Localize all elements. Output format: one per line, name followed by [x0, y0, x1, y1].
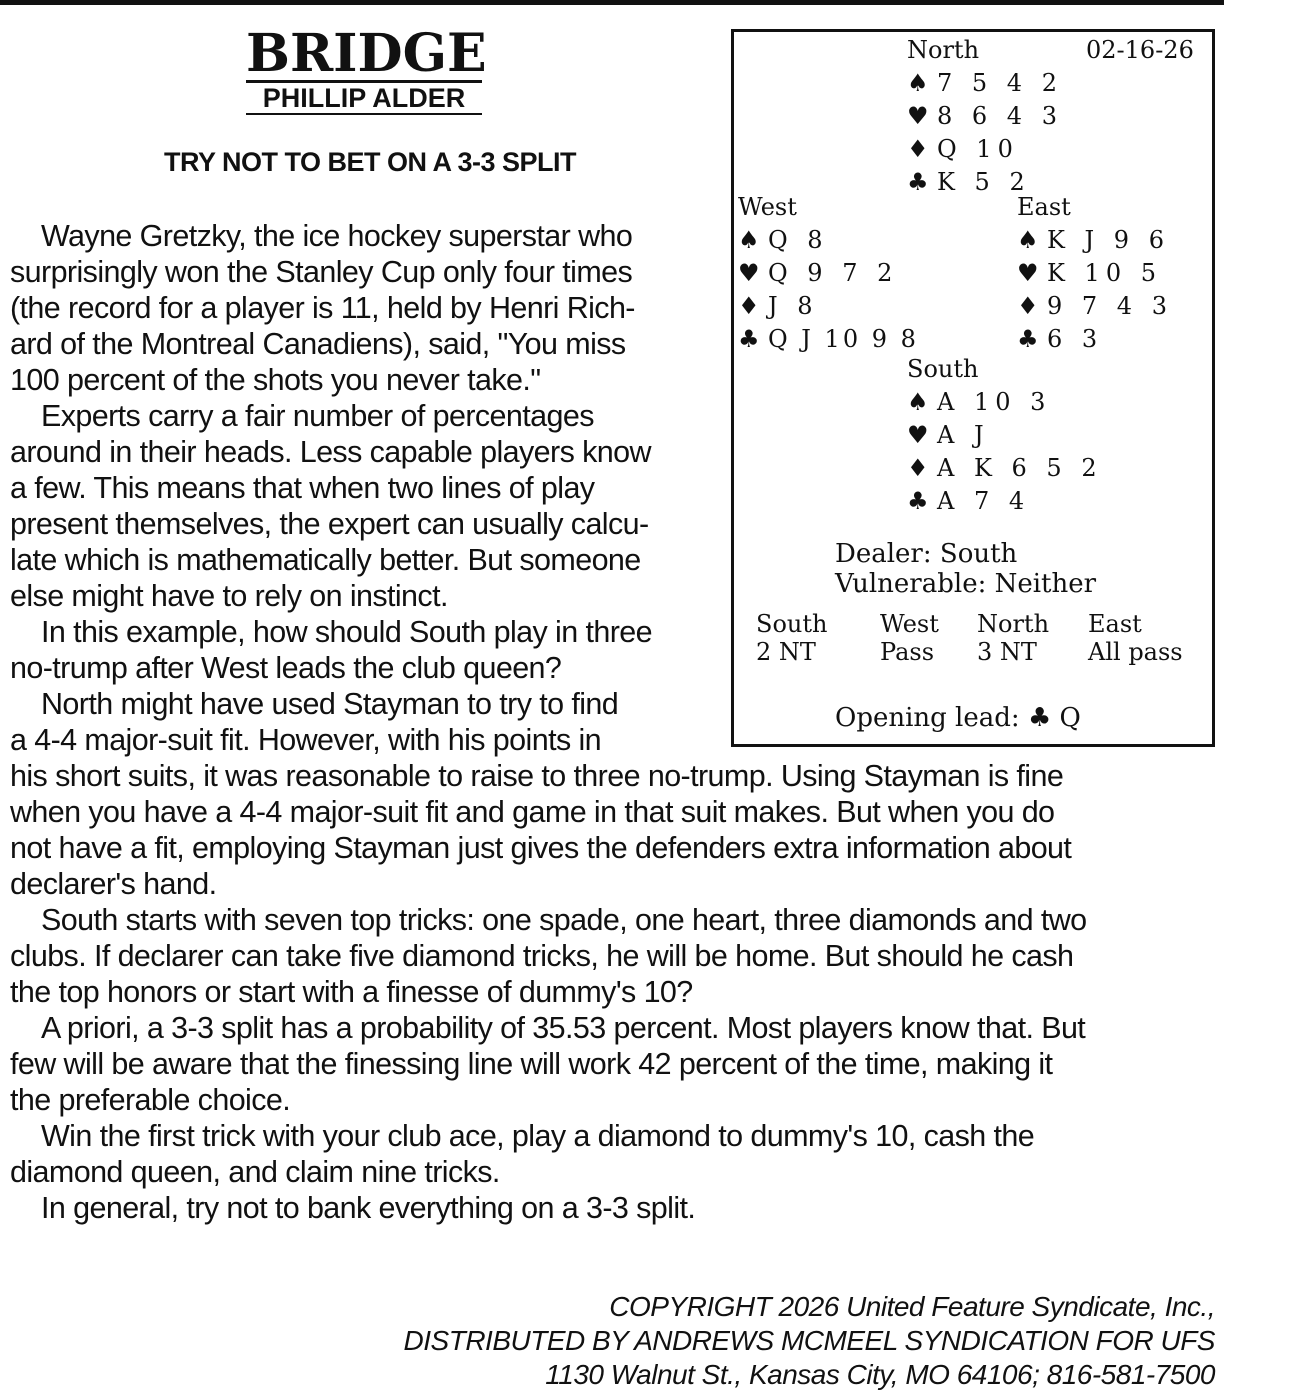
opening-lead-label: Opening lead: [835, 703, 1020, 733]
heart-icon: ♥ [1017, 259, 1039, 287]
auction-header-north: North [977, 610, 1050, 638]
diamonds-holding: A K 6 5 2 [937, 454, 1103, 482]
hand-east [1017, 193, 1173, 358]
auction-call: All pass [1088, 638, 1183, 666]
paragraph: South starts with seven top tricks: one spade, one heart, three diamonds and two clubs. If declarer can take five diamond tricks, he will be home. But should he cash the top honors or start with a finesse of dummy's 10? [10, 903, 1087, 1009]
hand-label: East [1017, 193, 1071, 221]
paragraph: Wayne Gretzky, the ice hockey superstar who surprisingly won the Stanley Cup only four times (the record for a player is 11, held by Henri Rich- ard of the Montreal Canadiens), said, "You miss 100 percent of the shots you never take." [10, 219, 635, 397]
hand-label: West [738, 193, 797, 221]
spades-holding: 7 5 4 2 [937, 69, 1063, 97]
copyright-footer [404, 1290, 1215, 1392]
paragraph: Win the first trick with your club ace, play a diamond to dummy's 10, cash the diamond queen, and claim nine tricks. [10, 1119, 1035, 1189]
auction-call: 2 NT [756, 638, 816, 666]
spades-holding: A 10 3 [937, 388, 1052, 416]
diamond-icon: ♦ [738, 292, 760, 320]
clubs-holding: Q J 10 9 8 [768, 325, 919, 353]
club-icon: ♣ [1027, 703, 1052, 733]
diamond-icon: ♦ [1017, 292, 1039, 320]
heart-icon: ♥ [738, 259, 760, 287]
diamonds-holding: Q 10 [937, 135, 1019, 163]
auction-header-east: East [1088, 610, 1142, 638]
hand-label: South [907, 355, 979, 383]
diamond-icon: ♦ [907, 135, 929, 163]
spade-icon: ♠ [907, 69, 929, 97]
column-author: PHILLIP ALDER [246, 83, 482, 115]
paragraph: In general, try not to bank everything on a 3-3 split. [41, 1191, 696, 1225]
spades-holding: Q 8 [768, 226, 829, 254]
diamond-icon: ♦ [907, 454, 929, 482]
paragraph: In this example, how should South play in three no-trump after West leads the club queen? [10, 615, 652, 685]
opening-lead-card: Q [1059, 703, 1081, 733]
hearts-holding: K 10 5 [1047, 259, 1162, 287]
club-icon: ♣ [907, 487, 929, 515]
hearts-holding: 8 6 4 3 [937, 102, 1063, 130]
hand-south [907, 355, 1103, 520]
footer-line: COPYRIGHT 2026 United Feature Syndicate, Inc., [609, 1291, 1215, 1322]
footer-line: DISTRIBUTED BY ANDREWS MCMEEL SYNDICATION FOR UFS [403, 1325, 1215, 1356]
hand-label: North [907, 36, 980, 64]
auction-call: Pass [880, 638, 935, 666]
spade-icon: ♠ [907, 388, 929, 416]
paragraph: A priori, a 3-3 split has a probability of 35.53 percent. Most players know that. But few will be aware that the finessing line will work 42 percent of the time, making it the preferable choice. [10, 1011, 1086, 1117]
clubs-holding: K 5 2 [937, 168, 1031, 196]
deal-date: 02-16-26 [1086, 36, 1194, 64]
spade-icon: ♠ [1017, 226, 1039, 254]
heart-icon: ♥ [907, 102, 929, 130]
club-icon: ♣ [907, 168, 929, 196]
club-icon: ♣ [1017, 325, 1039, 353]
paragraph: Experts carry a fair number of percentages around in their heads. Less capable players know a few. This means that when two lines of play present themselves, the expert can usually calcu- late which is mathematically better. But someone else might have to rely on instinct. [10, 399, 651, 613]
spade-icon: ♠ [738, 226, 760, 254]
masthead [246, 23, 487, 115]
hearts-holding: Q 9 7 2 [768, 259, 899, 287]
vulnerability-info: Vulnerable: Neither [835, 569, 1097, 599]
hand-west [738, 193, 919, 358]
diamonds-holding: J 8 [768, 292, 819, 320]
article-headline: TRY NOT TO BET ON A 3-3 SPLIT [163, 147, 577, 177]
top-rule [0, 0, 1224, 5]
club-icon: ♣ [738, 325, 760, 353]
bridge-diagram [731, 29, 1215, 747]
clubs-holding: A 7 4 [937, 487, 1031, 515]
diamonds-holding: 9 7 4 3 [1047, 292, 1173, 320]
column-title: BRIDGE [246, 23, 487, 84]
hearts-holding: A J [937, 421, 990, 449]
dealer-info: Dealer: South [835, 539, 1018, 569]
auction-header-west: West [880, 610, 939, 638]
hand-north [907, 36, 1063, 201]
spades-holding: K J 9 6 [1047, 226, 1170, 254]
clubs-holding: 6 3 [1047, 325, 1104, 353]
footer-line: 1130 Walnut St., Kansas City, MO 64106; 816-581-7500 [545, 1359, 1215, 1390]
paragraph: North might have used Stayman to try to find a 4-4 major-suit fit. However, with his points in his short suits, it was reasonable to raise to three no-trump. Using Stayman is fine when you have a 4-4 major-suit fit and game in that suit makes. But when you do not have a fit, employing Stayman just gives the defenders extra information about declarer's hand. [10, 687, 1072, 901]
auction-call: 3 NT [977, 638, 1037, 666]
opening-lead [835, 704, 1081, 732]
auction-header-south: South [756, 610, 828, 638]
heart-icon: ♥ [907, 421, 929, 449]
